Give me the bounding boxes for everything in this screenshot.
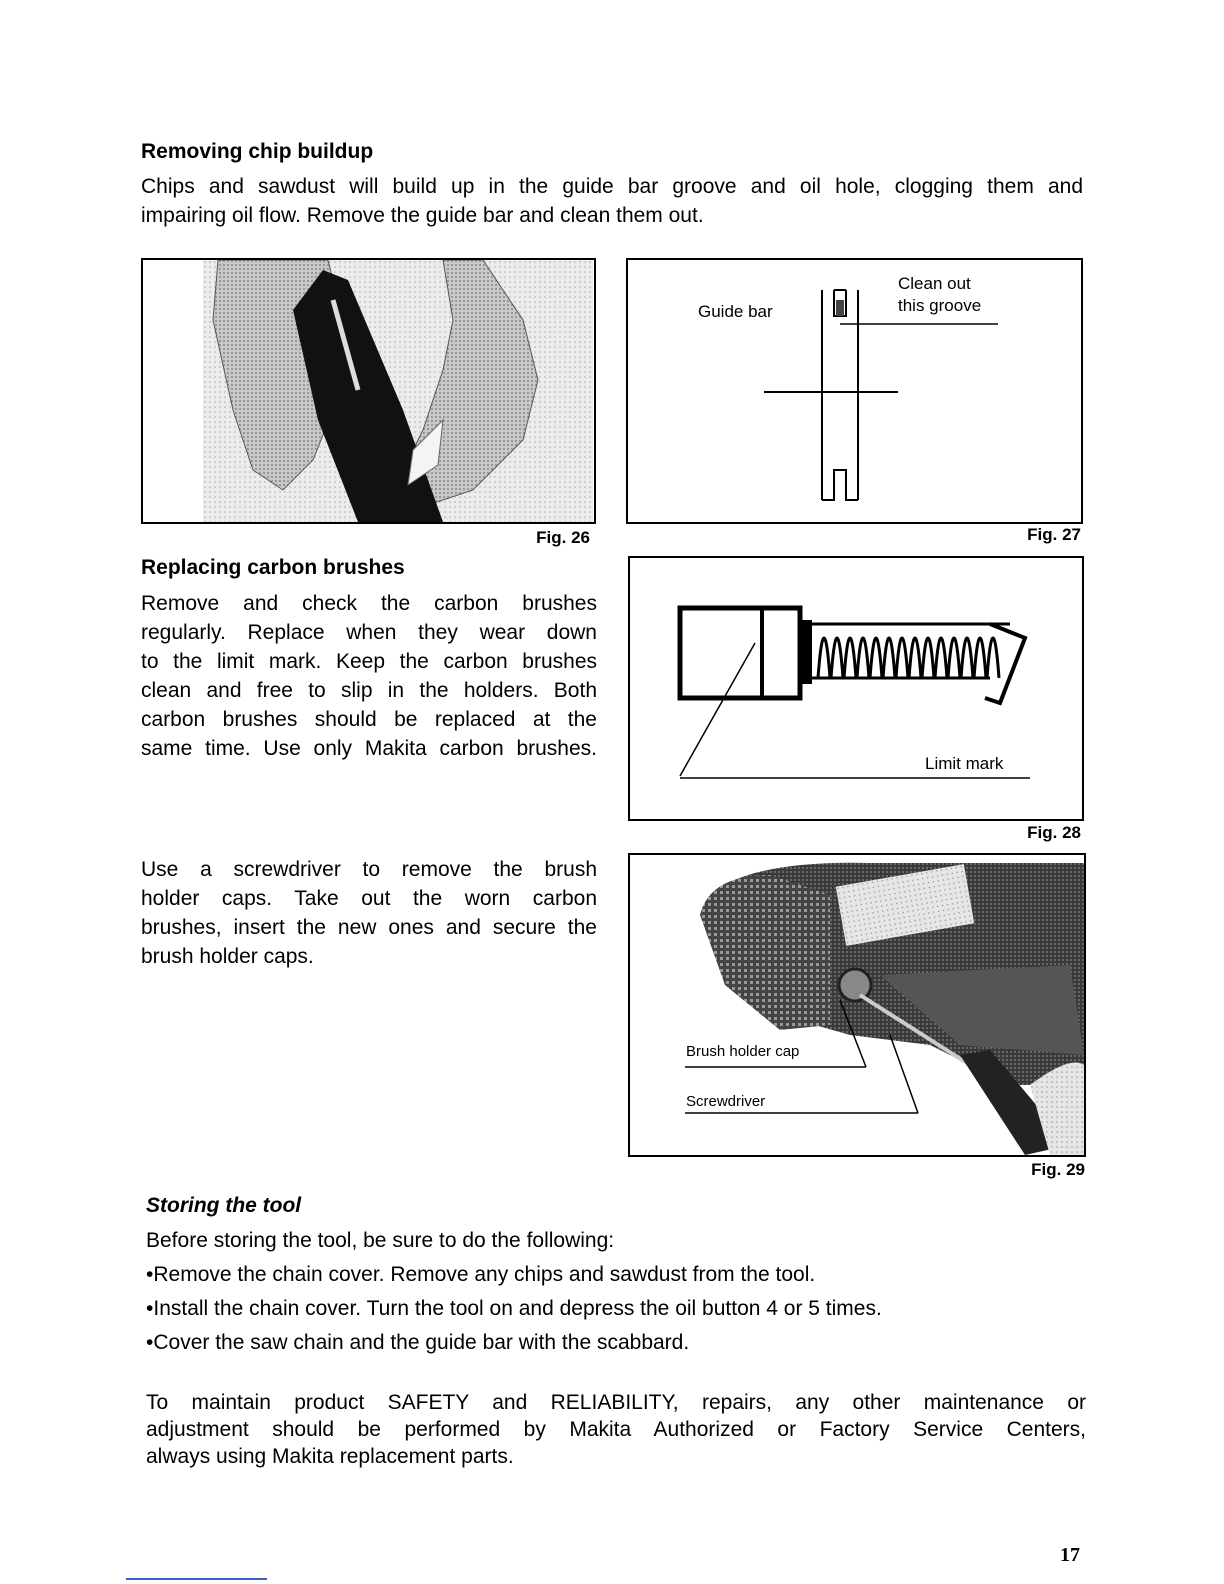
spring-coil (948, 638, 960, 678)
screwdriver-line-3: brushes, insert the new ones and secure the (141, 916, 597, 939)
spring-coil (870, 638, 882, 678)
screwdriver-line-4: brush holder caps. (141, 945, 314, 968)
safety-line-2: adjustment should be performed by Makita Authorized or Factory Service Centers, (146, 1418, 1086, 1441)
fig28-illustration (630, 558, 1082, 819)
heading-storing-the-tool: Storing the tool (146, 1194, 302, 1217)
fig27-diagram (626, 258, 1083, 524)
fig28-diagram (628, 556, 1084, 821)
storing-bullet-1: • Remove the chain cover. Remove any chips and sawdust from the tool. (146, 1258, 1086, 1292)
spring-coil (961, 638, 973, 678)
brushes-line-1: Remove and check the carbon brushes (141, 592, 597, 615)
fig28-limit-mark-label: Limit mark (925, 754, 1004, 773)
brushes-line-6: same time. Use only Makita carbon brushes. (141, 737, 597, 760)
spring-coil (883, 638, 895, 678)
fig27-guide-bar-label: Guide bar (698, 302, 773, 321)
spring-coil (974, 638, 986, 678)
page-number: 17 (1060, 1544, 1080, 1566)
screwdriver-line-2: holder caps. Take out the worn carbon (141, 887, 597, 910)
fig29-photo (628, 853, 1086, 1157)
brushes-line-4: clean and free to slip in the holders. Both (141, 679, 597, 702)
fig27-label: Fig. 27 (1027, 525, 1081, 544)
storing-intro: Before storing the tool, be sure to do the following: (146, 1229, 615, 1252)
fig29-illustration (630, 855, 1084, 1155)
safety-line-1: To maintain product SAFETY and RELIABILITY, repairs, any other maintenance or (146, 1391, 1086, 1414)
screwdriver-line-1: Use a screwdriver to remove the brush (141, 858, 597, 881)
heading-replacing-carbon-brushes: Replacing carbon brushes (141, 556, 405, 579)
spring-coil (896, 638, 908, 678)
heading-removing-chip-buildup: Removing chip buildup (141, 140, 374, 163)
fig29-label: Fig. 29 (1031, 1160, 1085, 1179)
fig29-brush-holder-cap-label: Brush holder cap (686, 1043, 800, 1060)
chip-para-line-1: Chips and sawdust will build up in the guide bar groove and oil hole, clogging them and (141, 175, 1083, 198)
fig27-illustration (628, 260, 1081, 522)
fig28-label: Fig. 28 (1027, 823, 1081, 842)
storing-bullet-3: • Cover the saw chain and the guide bar with the scabbard. (146, 1326, 1086, 1360)
fig26-illustration (143, 260, 594, 522)
brushes-line-5: carbon brushes should be replaced at the (141, 708, 597, 731)
safety-line-3: always using Makita replacement parts. (146, 1445, 514, 1468)
spring-coil (922, 638, 934, 678)
spring-coil (987, 638, 999, 678)
spring-coil (935, 638, 947, 678)
brushes-line-3: to the limit mark. Keep the carbon brushes (141, 650, 597, 673)
spring-coil (818, 638, 830, 678)
fig27-clean-out-line-2: this groove (898, 296, 982, 315)
fig26-label: Fig. 26 (536, 528, 590, 547)
footer-rule (126, 1578, 267, 1580)
fig29-screwdriver-label: Screwdriver (686, 1093, 766, 1110)
spring-coil (831, 638, 843, 678)
spring-coil (909, 638, 921, 678)
spring-coil (857, 638, 869, 678)
spring-coil (844, 638, 856, 678)
storing-bullet-list (146, 1258, 1086, 1360)
fig26-photo (141, 258, 596, 524)
brushes-line-2: regularly. Replace when they wear down (141, 621, 597, 644)
chip-para-line-2: impairing oil flow. Remove the guide bar and clean them out. (141, 204, 704, 227)
fig27-clean-out-line-1: Clean out (898, 274, 971, 293)
storing-bullet-2: • Install the chain cover. Turn the tool on and depress the oil button 4 or 5 times. (146, 1292, 1086, 1326)
